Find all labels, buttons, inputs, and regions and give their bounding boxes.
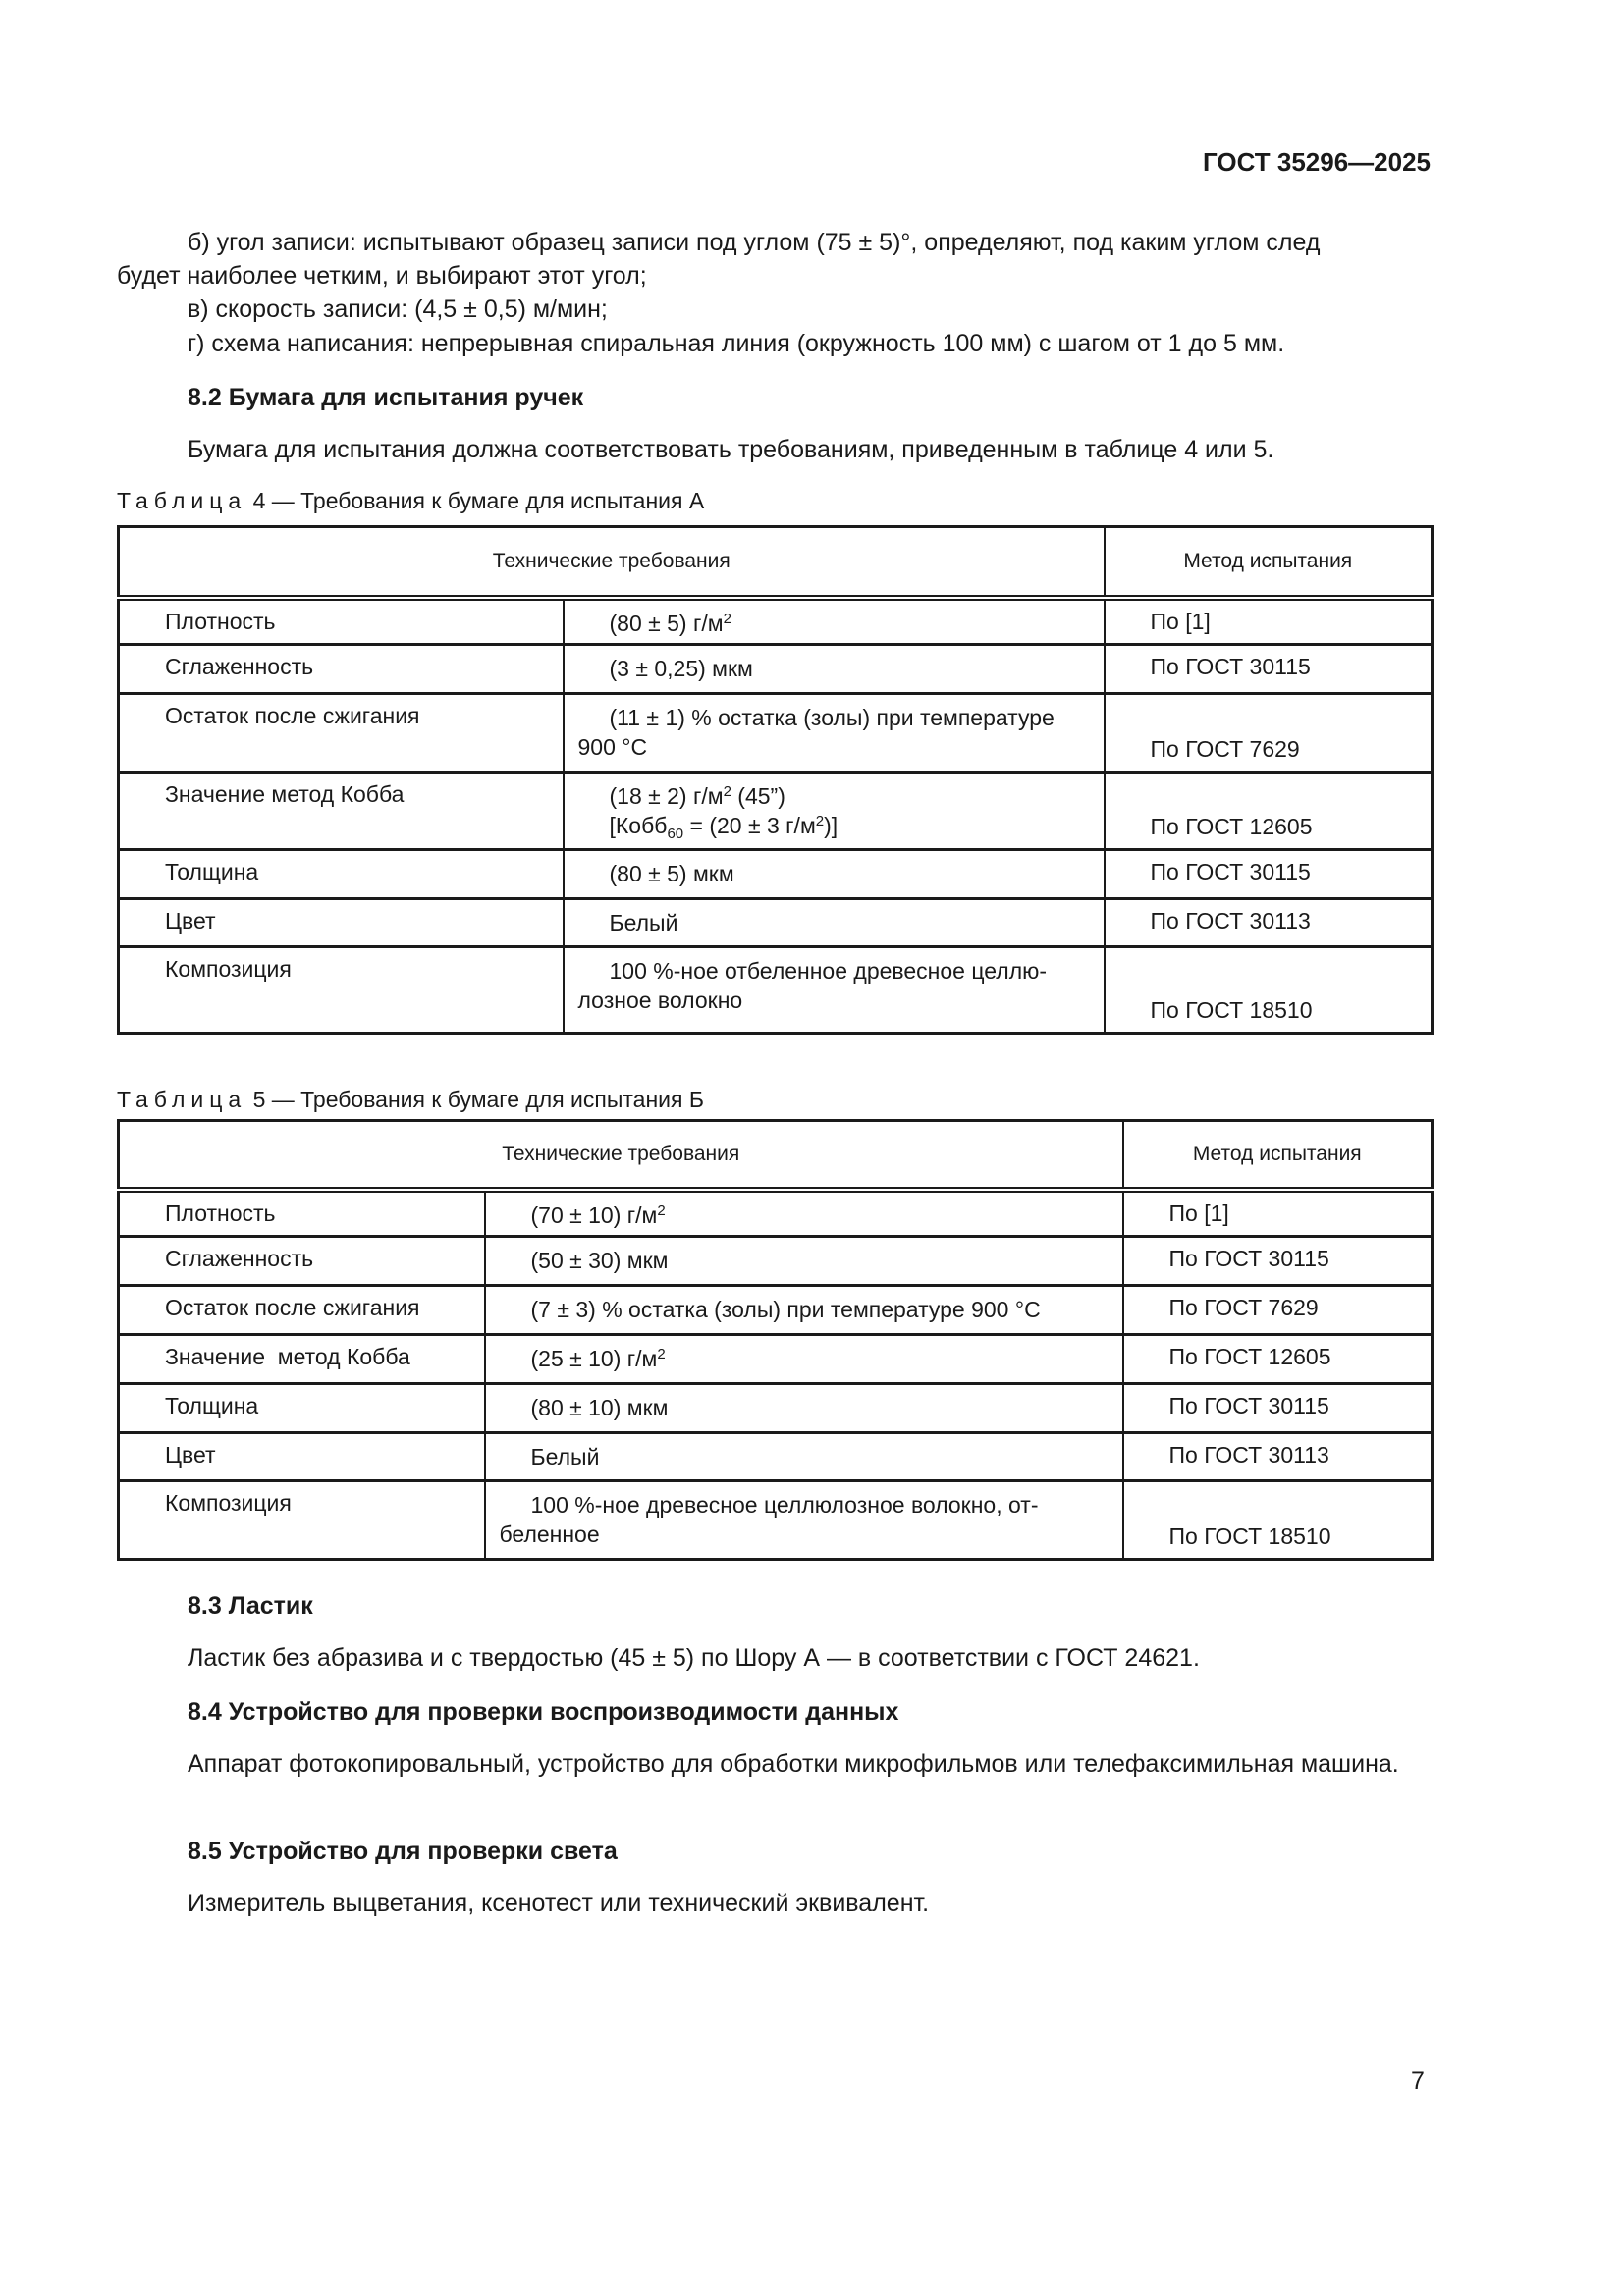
table5-caption-word: Таблица bbox=[117, 1087, 247, 1112]
table4-row4-method: По ГОСТ 12605 bbox=[1105, 773, 1433, 850]
table-row bbox=[119, 1481, 1433, 1560]
table4-row7-method: По ГОСТ 18510 bbox=[1105, 947, 1433, 1034]
table5-row4-name: Значение метод Кобба bbox=[119, 1335, 485, 1384]
table5-row5-name: Толщина bbox=[119, 1384, 485, 1433]
table5-row1-value: (70 ± 10) $г/м^2$ bbox=[485, 1190, 1123, 1237]
table4-header-method: Метод испытания bbox=[1105, 527, 1433, 598]
table5-row1-name: Плотность bbox=[119, 1190, 485, 1237]
table5-header-row bbox=[119, 1121, 1433, 1190]
table-row bbox=[119, 598, 1433, 645]
section-text-8-4: Аппарат фотокопировальный, устройство для обработки микрофильмов или телефаксимильная машина. bbox=[188, 1750, 1399, 1778]
table4-row5-name: Толщина bbox=[119, 850, 564, 899]
table5-header-requirements: Технические требования bbox=[119, 1121, 1123, 1190]
table5-row5-method: По ГОСТ 30115 bbox=[1123, 1384, 1433, 1433]
table4-row1-method: По [1] bbox=[1105, 598, 1433, 645]
table-row bbox=[119, 1335, 1433, 1384]
table4-caption bbox=[117, 488, 704, 514]
section-text-8-3: Ластик без абразива и с твердостью (45 ± 5) по Шору А — в соответствии с ГОСТ 24621. bbox=[188, 1644, 1200, 1672]
table4-row5-value: (80 ± 5) мкм bbox=[564, 850, 1105, 899]
document-header: ГОСТ 35296—2025 bbox=[1203, 147, 1431, 177]
table-4 bbox=[117, 525, 1434, 1035]
table5-caption bbox=[117, 1087, 704, 1113]
table5-row2-name: Сглаженность bbox=[119, 1237, 485, 1286]
table-row bbox=[119, 1433, 1433, 1481]
section-text-8-5: Измеритель выцветания, ксенотест или технический эквивалент. bbox=[188, 1890, 930, 1917]
table-row bbox=[119, 1190, 1433, 1237]
table4-row1-name: Плотность bbox=[119, 598, 564, 645]
table5-header-method: Метод испытания bbox=[1123, 1121, 1433, 1190]
table4-row6-name: Цвет bbox=[119, 899, 564, 947]
table5-row5-value: (80 ± 10) мкм bbox=[485, 1384, 1123, 1433]
table4-row2-value: (3 ± 0,25) мкм bbox=[564, 645, 1105, 694]
table4-row7-name: Композиция bbox=[119, 947, 564, 1034]
item-b-line1: б) угол записи: испытывают образец записи под углом (75 ± 5)°, определяют, под каким углом след bbox=[188, 229, 1321, 256]
item-v: в) скорость записи: (4,5 ± 0,5) м/мин; bbox=[188, 295, 608, 323]
table5-row4-value: (25 ± 10) $г/м^2$ bbox=[485, 1335, 1123, 1384]
table-row bbox=[119, 947, 1433, 1034]
table4-header-row bbox=[119, 527, 1433, 598]
table4-caption-word: Таблица bbox=[117, 488, 247, 513]
table4-row3-value: (11 ± 1) % остатка (золы) при температуре 900 °С bbox=[564, 694, 1105, 773]
section-heading-8-2: 8.2 Бумага для испытания ручек bbox=[188, 384, 584, 411]
section-text-8-2: Бумага для испытания должна соответствовать требованиям, приведенным в таблице 4 или 5. bbox=[188, 436, 1274, 463]
table-row bbox=[119, 694, 1433, 773]
table5-row6-method: По ГОСТ 30113 bbox=[1123, 1433, 1433, 1481]
table-row bbox=[119, 850, 1433, 899]
table-row bbox=[119, 1286, 1433, 1335]
table4-header-requirements: Технические требования bbox=[119, 527, 1105, 598]
item-b-line2: будет наиболее четким, и выбирают этот угол; bbox=[117, 262, 647, 290]
page-number: 7 bbox=[1411, 2067, 1425, 2095]
table5-row3-value: (7 ± 3) % остатка (золы) при температуре 900 °С bbox=[485, 1286, 1123, 1335]
table5-row1-method: По [1] bbox=[1123, 1190, 1433, 1237]
table-row bbox=[119, 1237, 1433, 1286]
table5-row3-name: Остаток после сжигания bbox=[119, 1286, 485, 1335]
table-row bbox=[119, 773, 1433, 850]
table5-row4-method: По ГОСТ 12605 bbox=[1123, 1335, 1433, 1384]
table5-caption-rest: 5 — Требования к бумаге для испытания Б bbox=[252, 1087, 704, 1112]
table4-row6-value: Белый bbox=[564, 899, 1105, 947]
table4-row4-value: (18 ± 2) $г/м^2$ (45”) [Кобб$_{60}$ = (20 ± 3 $г/м^2$)] bbox=[564, 773, 1105, 850]
table5-row6-value: Белый bbox=[485, 1433, 1123, 1481]
table5-row2-value: (50 ± 30) мкм bbox=[485, 1237, 1123, 1286]
table4-row3-name: Остаток после сжигания bbox=[119, 694, 564, 773]
table4-row7-value: 100 %-ное отбеленное древесное целлю- лозное волокно bbox=[564, 947, 1105, 1034]
table4-row3-method: По ГОСТ 7629 bbox=[1105, 694, 1433, 773]
item-g: г) схема написания: непрерывная спиральная линия (окружность 100 мм) с шагом от 1 до 5 мм. bbox=[188, 330, 1285, 357]
table5-row7-name: Композиция bbox=[119, 1481, 485, 1560]
table-row bbox=[119, 1384, 1433, 1433]
table-5 bbox=[117, 1119, 1434, 1561]
table4-row6-method: По ГОСТ 30113 bbox=[1105, 899, 1433, 947]
table-row bbox=[119, 645, 1433, 694]
table5-row2-method: По ГОСТ 30115 bbox=[1123, 1237, 1433, 1286]
table5-row7-value: 100 %-ное древесное целлюлозное волокно, от- беленное bbox=[485, 1481, 1123, 1560]
table5-row7-method: По ГОСТ 18510 bbox=[1123, 1481, 1433, 1560]
table4-row1-value: (80 ± 5) $г/м^2$ bbox=[564, 598, 1105, 645]
section-heading-8-4: 8.4 Устройство для проверки воспроизводимости данных bbox=[188, 1698, 899, 1726]
table-row bbox=[119, 899, 1433, 947]
table5-row3-method: По ГОСТ 7629 bbox=[1123, 1286, 1433, 1335]
table4-row5-method: По ГОСТ 30115 bbox=[1105, 850, 1433, 899]
table4-row2-name: Сглаженность bbox=[119, 645, 564, 694]
section-heading-8-5: 8.5 Устройство для проверки света bbox=[188, 1838, 618, 1865]
table4-caption-rest: 4 — Требования к бумаге для испытания А bbox=[252, 488, 705, 513]
table4-row2-method: По ГОСТ 30115 bbox=[1105, 645, 1433, 694]
section-heading-8-3: 8.3 Ластик bbox=[188, 1592, 313, 1620]
table4-row4-name: Значение метод Кобба bbox=[119, 773, 564, 850]
table5-row6-name: Цвет bbox=[119, 1433, 485, 1481]
